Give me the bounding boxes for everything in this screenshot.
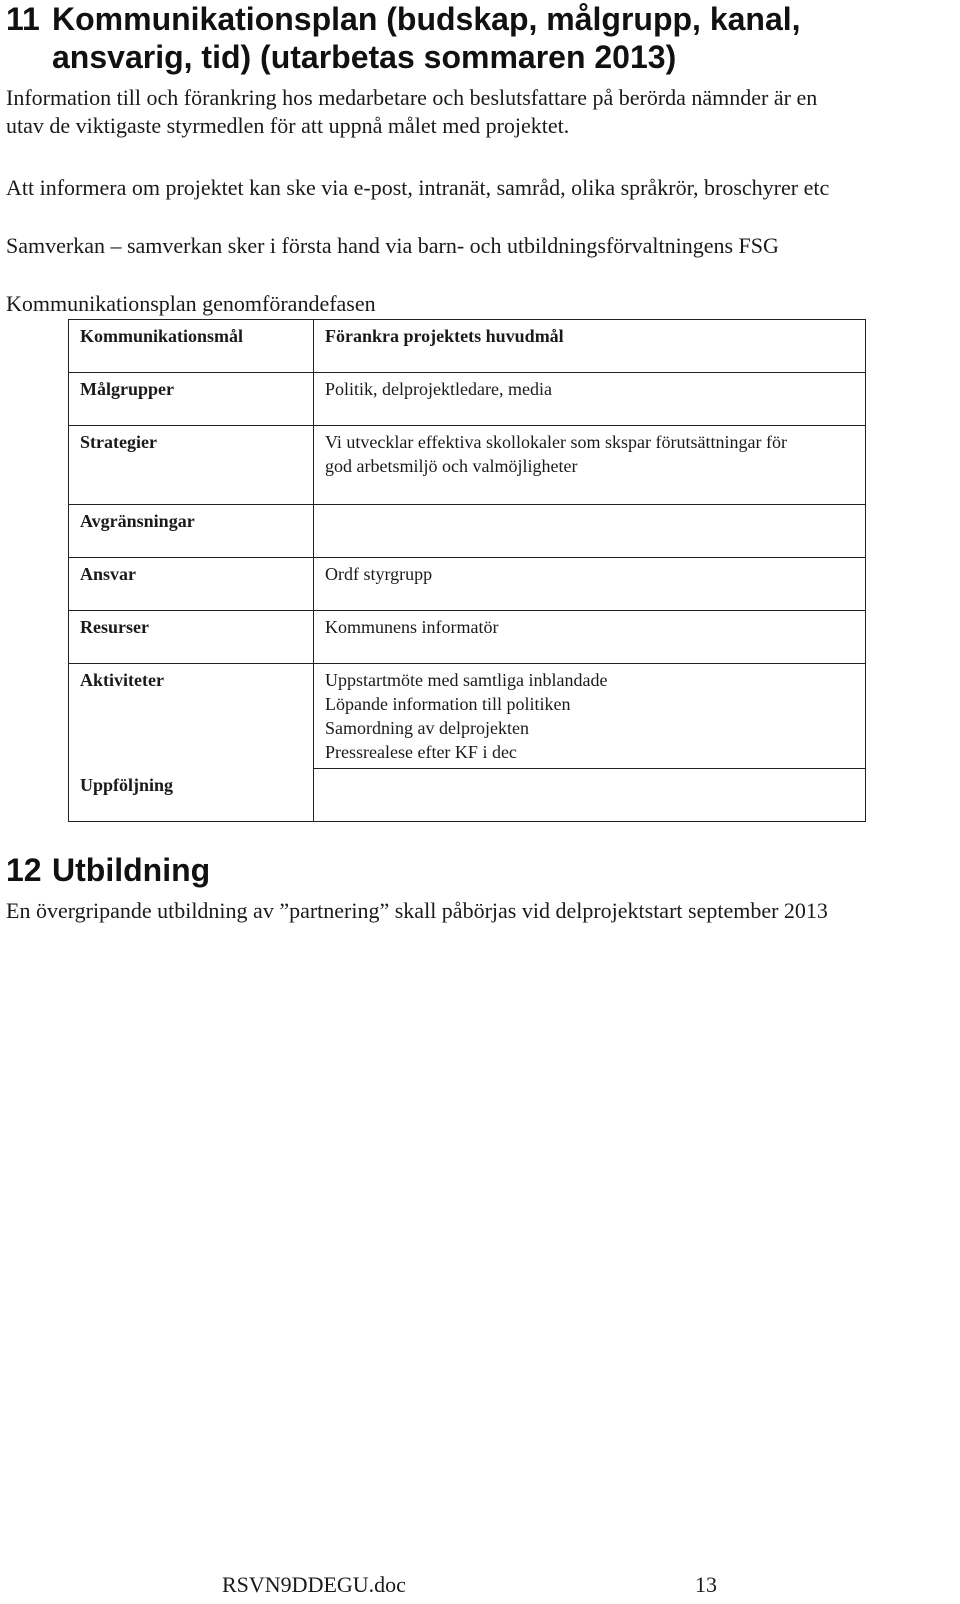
table-row bbox=[69, 505, 866, 558]
activity-item: Pressrealese efter KF i dec bbox=[325, 742, 517, 762]
row-value-avgransningar bbox=[314, 505, 866, 558]
row-value-aktiviteter bbox=[314, 664, 866, 769]
row-value-uppfoljning bbox=[314, 769, 866, 822]
row-value-strategier bbox=[314, 426, 866, 505]
footer-document-name: RSVN9DDEGU.doc bbox=[222, 1572, 406, 1597]
row-label-kommunikationsmal: Kommunikationsmål bbox=[69, 320, 314, 373]
row-label-malgrupper: Målgrupper bbox=[69, 373, 314, 426]
table-row bbox=[69, 320, 866, 373]
section-11-title-line2: ansvarig, tid) (utarbetas sommaren 2013) bbox=[52, 39, 677, 75]
info-paragraph-line1: Information till och förankring hos medarbetare och beslutsfattare på berörda nämnder är en bbox=[6, 85, 818, 110]
row-label-resurser: Resurser bbox=[69, 611, 314, 664]
collaboration-paragraph: Samverkan – samverkan sker i första hand via barn- och utbildningsförvaltningens FSG bbox=[6, 233, 779, 258]
activity-item: Uppstartmöte med samtliga inblandade bbox=[325, 670, 608, 690]
section-12-heading bbox=[6, 851, 210, 889]
row-value-malgrupper: Politik, delprojektledare, media bbox=[314, 373, 866, 426]
strategier-value-line2: god arbetsmiljö och valmöjligheter bbox=[325, 456, 578, 476]
info-paragraph-line2: utav de viktigaste styrmedlen för att uppnå målet med projektet. bbox=[6, 113, 570, 138]
row-value-kommunikationsmal: Förankra projektets huvudmål bbox=[314, 320, 866, 373]
section-11-heading bbox=[6, 0, 946, 76]
row-label-avgransningar: Avgränsningar bbox=[69, 505, 314, 558]
communication-plan-table bbox=[68, 319, 866, 822]
row-label-uppfoljning: Uppföljning bbox=[69, 769, 314, 822]
channels-paragraph: Att informera om projektet kan ske via e-post, intranät, samråd, olika språkrör, broschyrer etc bbox=[6, 175, 830, 200]
row-value-resurser: Kommunens informatör bbox=[314, 611, 866, 664]
activity-item: Samordning av delprojekten bbox=[325, 718, 529, 738]
strategier-value-line1: Vi utvecklar effektiva skollokaler som skspar förutsättningar för bbox=[325, 432, 787, 452]
footer-page-number: 13 bbox=[695, 1572, 717, 1597]
row-label-aktiviteter: Aktiviteter bbox=[69, 664, 314, 769]
row-value-ansvar: Ordf styrgrupp bbox=[314, 558, 866, 611]
table-row bbox=[69, 426, 866, 505]
row-label-ansvar: Ansvar bbox=[69, 558, 314, 611]
table-row bbox=[69, 664, 866, 769]
plan-table-caption: Kommunikationsplan genomförandefasen bbox=[6, 291, 376, 316]
table-row bbox=[69, 769, 866, 822]
section-12-number: 12 bbox=[6, 852, 42, 888]
section-12-title: Utbildning bbox=[52, 852, 211, 888]
table-row bbox=[69, 558, 866, 611]
section-11-number: 11 bbox=[6, 1, 40, 37]
section-11-title-line1: Kommunikationsplan (budskap, målgrupp, kanal, bbox=[52, 1, 801, 37]
info-paragraph bbox=[6, 84, 951, 140]
table-row bbox=[69, 373, 866, 426]
row-label-strategier: Strategier bbox=[69, 426, 314, 505]
activity-item: Löpande information till politiken bbox=[325, 694, 571, 714]
table-row bbox=[69, 611, 866, 664]
training-paragraph: En övergripande utbildning av ”partnering” skall påbörjas vid delprojektstart september 2013 bbox=[6, 898, 828, 923]
